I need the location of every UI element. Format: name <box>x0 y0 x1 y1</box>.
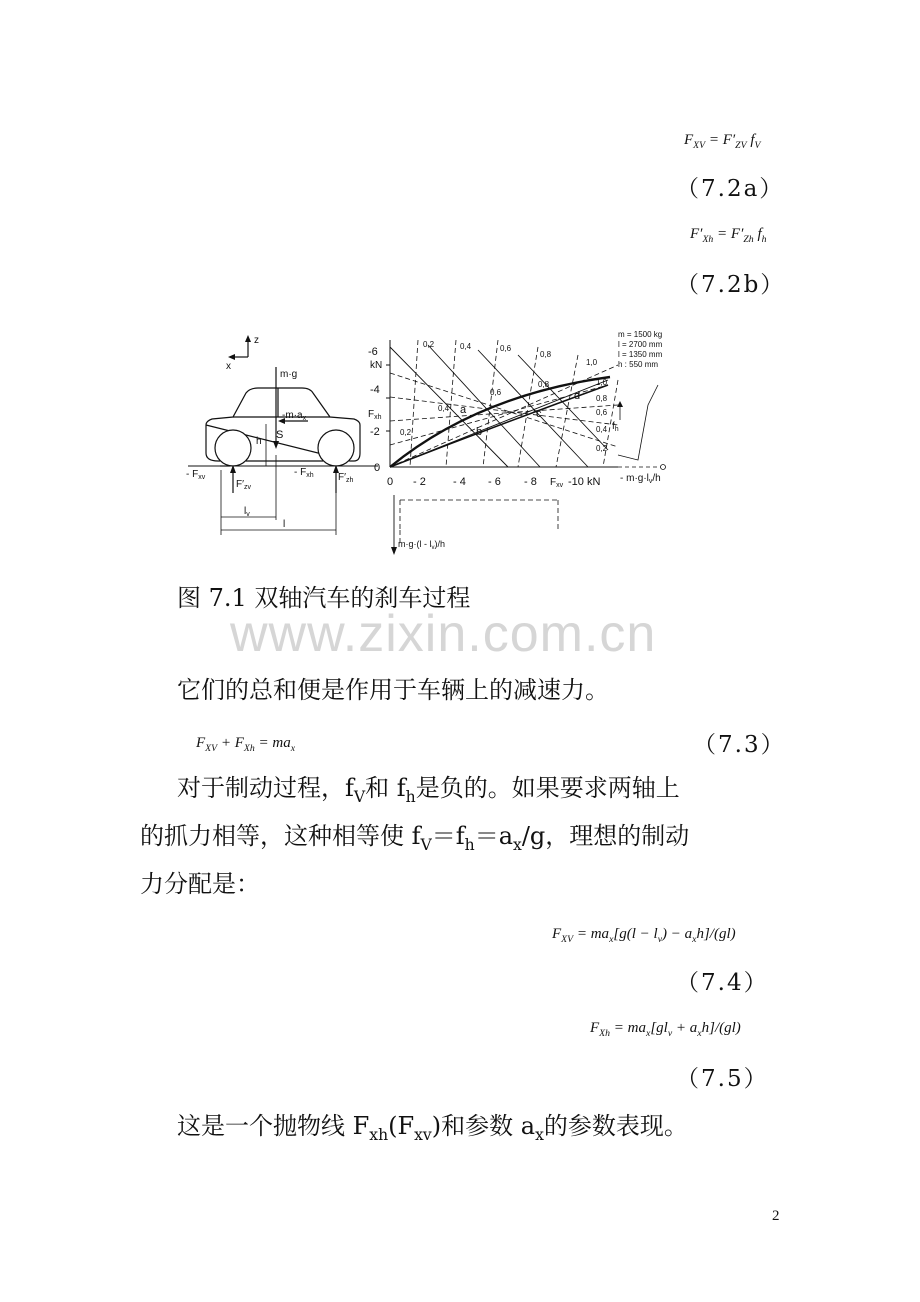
top-scale-1-0: 1,0 <box>586 358 598 367</box>
rear-force-label: - $F_{xh}$ <box>294 467 314 479</box>
watermark: www.zixin.com.cn <box>230 605 657 663</box>
curve-label-0-8: 0,8 <box>538 380 550 389</box>
rear-wheel <box>318 430 354 466</box>
top-scale-0-2: 0,2 <box>423 340 435 349</box>
inertia-label: $-m\cdot a_x$ <box>282 410 307 422</box>
page-number: 2 <box>772 1208 780 1224</box>
y-tick-minus2: -2 <box>370 426 380 438</box>
axis-z-label: z <box>254 335 259 346</box>
right-scale-0-4: 0,4 <box>596 425 608 434</box>
param-wheelbase: l = 2700 mm <box>618 340 663 349</box>
x-tick-0: 0 <box>387 476 394 488</box>
x-tick-minus2: - 2 <box>413 476 426 488</box>
paragraph-2-line-1: 对于制动过程，$f_V$和 $f_h$是负的。如果要求两轴上 <box>177 774 680 806</box>
axis-x-label: x <box>226 361 231 372</box>
top-scale-0-8: 0,8 <box>540 350 552 359</box>
right-axis-label: - $m\cdot g\cdot l_v/h$ <box>620 473 661 485</box>
figure-caption: 图 7.1 双轴汽车的刹车过程 <box>177 584 471 612</box>
x-axis-label: $F_{xv}$ <box>550 477 564 489</box>
figure-braking-diagram <box>178 325 703 560</box>
height-label: h <box>256 436 262 447</box>
equation-7-4: $F_{XV} = ma_x[g(l - l_v) - a_xh]/(gl)$ <box>552 926 736 945</box>
equation-7-3: $F_{XV} + F_{Xh} = ma_x$ <box>196 735 296 754</box>
right-scale-1-0: 1,0 <box>596 378 608 387</box>
point-c: c <box>536 408 542 420</box>
equation-7-2b: $F'_{Xh} = F'_{Zh}$ $f_h$ <box>690 226 767 245</box>
point-a: a <box>460 404 467 416</box>
bottom-axis-label: $m\cdot g\cdot(l - l_v)/h$ <box>398 539 446 551</box>
paragraph-1: 它们的总和便是作用于车辆上的减速力。 <box>177 676 609 704</box>
x-tick-minus6: - 6 <box>488 476 501 488</box>
wheelbase-label: l <box>283 519 286 530</box>
equation-number-7-2a: （7.2a） <box>676 176 785 202</box>
front-wheel <box>215 430 251 466</box>
y-tick-minus4: -4 <box>370 384 380 396</box>
y-tick-minus6: -6 <box>368 346 378 358</box>
equation-number-7-4: （7.4） <box>676 970 769 996</box>
right-scale-0-6: 0,6 <box>596 408 608 417</box>
equation-number-7-2b: （7.2b） <box>676 272 786 298</box>
x-tick-minus8: - 8 <box>524 476 537 488</box>
y-unit-label: kN <box>370 360 383 371</box>
weight-label: m·g <box>280 369 298 380</box>
front-normal-label: $F'_{zv}$ <box>236 479 251 491</box>
x-end-label: -10 kN <box>568 476 601 488</box>
equation-number-7-5: （7.5） <box>676 1066 769 1092</box>
point-b: b <box>476 426 483 438</box>
equation-7-5: $F_{Xh} = ma_x[gl_v + a_xh]/(gl)$ <box>590 1020 741 1039</box>
curve-label-0-2: 0,2 <box>400 428 412 437</box>
rear-normal-label: $F'_{zh}$ <box>338 472 354 484</box>
param-lv: l = 1350 mm <box>618 350 663 359</box>
fh-label: $f_h$ <box>612 421 619 433</box>
equation-number-7-3: （7.3） <box>693 732 786 758</box>
param-height: h : 550 mm <box>618 360 659 369</box>
point-d: d <box>574 390 581 402</box>
right-scale-0-8: 0,8 <box>596 394 608 403</box>
paragraph-2-line-2: 的抓力相等，这种相等使 $f_V=f_h=a_x/g$，理想的制动 <box>140 822 690 854</box>
top-scale-0-6: 0,6 <box>500 344 512 353</box>
y-tick-0: 0 <box>374 462 381 474</box>
right-scale-0-2: 0,2 <box>596 444 608 453</box>
curve-label-0-6: 0,6 <box>490 388 502 397</box>
paragraph-2-line-3: 力分配是： <box>140 870 260 898</box>
front-force-label: - $F_{xv}$ <box>186 469 206 481</box>
cg-label: S <box>276 429 284 441</box>
param-mass: m = 1500 kg <box>618 330 663 339</box>
curve-label-0-4: 0,4 <box>438 404 450 413</box>
x-tick-minus4: - 4 <box>453 476 466 488</box>
top-scale-0-4: 0,4 <box>460 342 472 351</box>
equation-7-2a: $F_{XV} = F'_{ZV}$ $f_V$ <box>684 132 761 151</box>
lv-label: $l_v$ <box>244 506 250 518</box>
paragraph-3: 这是一个抛物线 $F_{xh}(F_{xv})$和参数 $a_x$的参数表现。 <box>177 1112 688 1144</box>
y-axis-label: $F_{xh}$ <box>368 409 382 421</box>
